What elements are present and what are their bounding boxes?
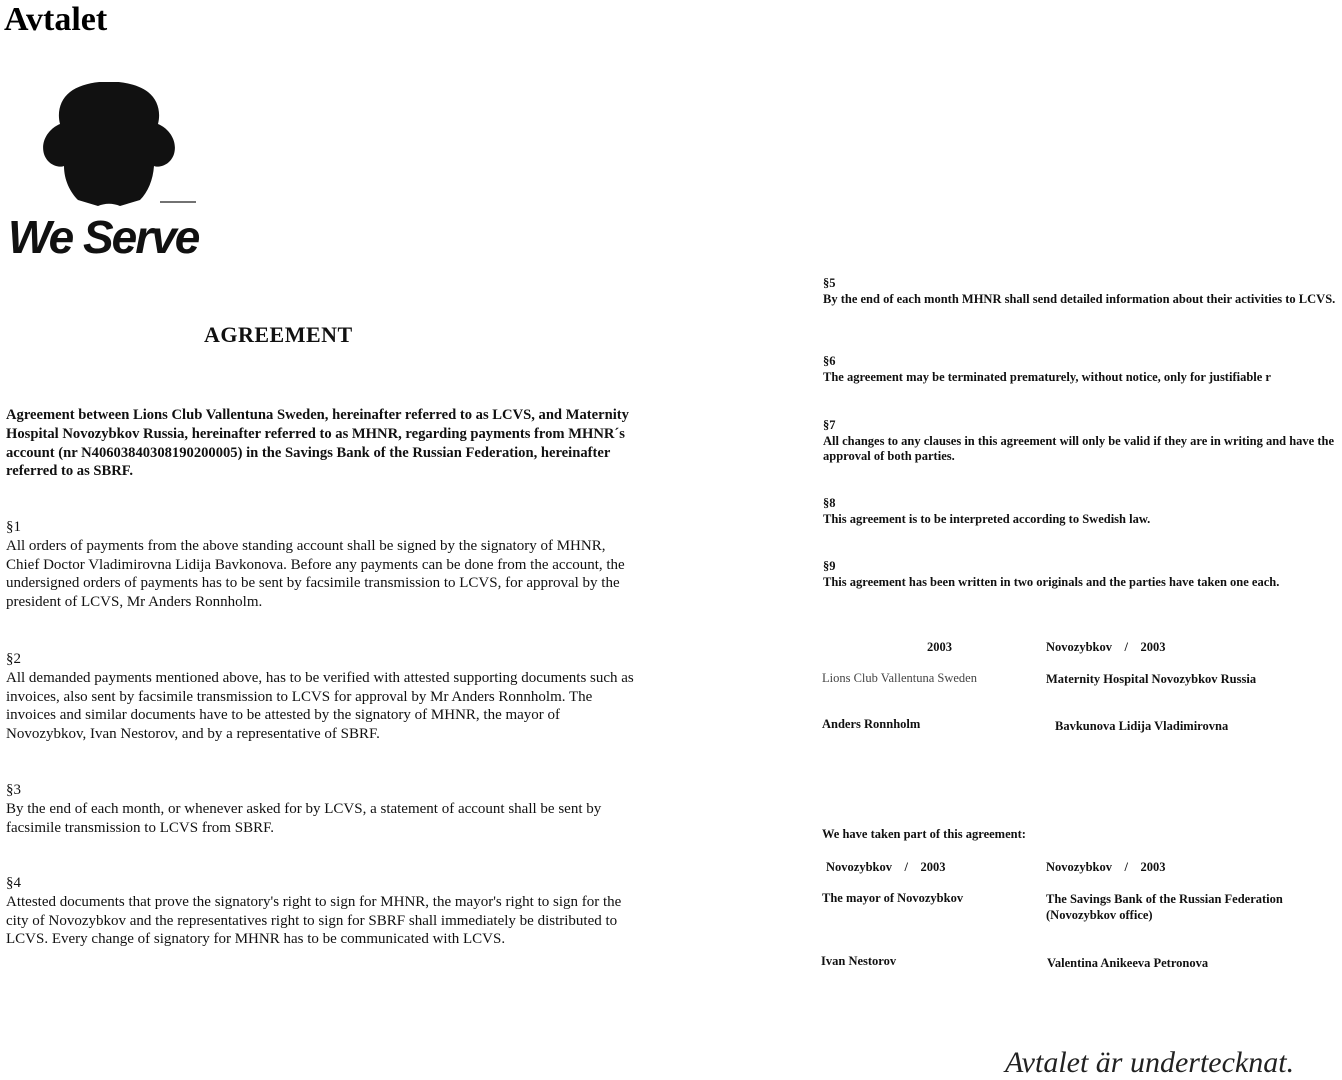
section-label: §9 xyxy=(823,559,836,573)
participation-note: We have taken part of this agreement: xyxy=(822,827,1026,841)
signer-name-right: Bavkunova Lidija Vladimirovna xyxy=(1055,719,1229,733)
section-text: All changes to any clauses in this agreement will only be valid if they are in writing and have the approval of both parties. xyxy=(823,433,1335,463)
section-9 xyxy=(823,559,1338,590)
signature-party-left: Lions Club Vallentuna Sweden xyxy=(822,671,977,685)
section-label: §6 xyxy=(823,354,836,368)
section-text: All demanded payments mentioned above, has to be verified with attested supporting documents such as invoices, also sent by facsimile transmission to LCVS for approval by Mr Anders Ronnholm. The invoices and similar documents have to be attested by the signatory of MHNR, the mayor of Novozybkov, Ivan Nestorov, and by a representative of SBRF. xyxy=(6,669,634,743)
signature-date-right: Novozybkov / 2003 xyxy=(1046,640,1166,654)
lions-logo xyxy=(8,82,233,262)
section-label: §5 xyxy=(823,276,836,290)
agreement-heading: AGREEMENT xyxy=(204,322,353,347)
page-title: Avtalet xyxy=(4,1,108,38)
section-label: §3 xyxy=(6,782,21,798)
logo-text: We Serve xyxy=(8,211,199,263)
signature2-party-right-line2: (Novozybkov office) xyxy=(1046,908,1153,922)
signer2-name-left: Ivan Nestorov xyxy=(821,954,897,968)
signature2-date-right: Novozybkov / 2003 xyxy=(1046,860,1166,874)
lion-head-icon xyxy=(8,82,208,212)
section-1 xyxy=(6,518,636,612)
section-text: All orders of payments from the above standing account shall be signed by the signatory of MHNR, Chief Doctor Vladimirovna Lidija Bavkonova. Before any payments can be done from the account, the undersigned orders of payments has to be sent by facsimile transmission to LCVS, for approval by the president of LCVS, Mr Anders Ronnholm. xyxy=(6,537,625,611)
signature2-party-right-line1: The Savings Bank of the Russian Federation xyxy=(1046,892,1283,906)
section-label: §4 xyxy=(6,875,21,891)
section-text: By the end of each month MHNR shall send detailed information about their activities to LCVS. xyxy=(823,291,1336,306)
section-text: Attested documents that prove the signatory's right to sign for MHNR, the mayor's right to sign for the city of Novozybkov and the representatives right to sign for SBRF shall immediately be distributed to LCVS. Every change of signatory for MHNR has to be communicated with LCVS. xyxy=(6,893,622,948)
closing-note: Avtalet är undertecknat. xyxy=(1005,1046,1295,1079)
signer2-name-right: Valentina Anikeeva Petronova xyxy=(1047,956,1209,970)
section-8 xyxy=(823,496,1338,527)
section-text: The agreement may be terminated prematurely, without notice, only for justifiable r xyxy=(823,369,1271,384)
section-2 xyxy=(6,650,636,744)
intro-paragraph: Agreement between Lions Club Vallentuna Sweden, hereinafter referred to as LCVS, and Maternity Hospital Novozybkov Russia, hereinafter referred to as MHNR, regarding payments from MHNR´s account (nr N40603840308190200005) in the Savings Bank of the Russian Federation, hereinafter referred to as SBRF. xyxy=(6,407,629,480)
section-5 xyxy=(823,276,1338,307)
section-label: §7 xyxy=(823,418,836,432)
section-text: This agreement has been written in two originals and the parties have taken one each. xyxy=(823,574,1280,589)
section-3 xyxy=(6,781,636,837)
section-6 xyxy=(823,354,1293,385)
signature2-date-left: Novozybkov / 2003 xyxy=(826,860,946,874)
section-text: This agreement is to be interpreted according to Swedish law. xyxy=(823,511,1151,526)
section-label: §8 xyxy=(823,496,836,510)
signature-date-left: 2003 xyxy=(927,640,952,654)
section-label: §2 xyxy=(6,651,21,667)
signature-party-right: Maternity Hospital Novozybkov Russia xyxy=(1046,672,1257,686)
section-text: By the end of each month, or whenever asked for by LCVS, a statement of account shall be sent by facsimile transmission to LCVS from SBRF. xyxy=(6,800,602,836)
section-4 xyxy=(6,874,636,960)
signature2-party-left: The mayor of Novozybkov xyxy=(822,891,964,905)
section-7 xyxy=(823,418,1338,465)
signer-name-left: Anders Ronnholm xyxy=(822,717,921,731)
section-label: §1 xyxy=(6,519,21,535)
